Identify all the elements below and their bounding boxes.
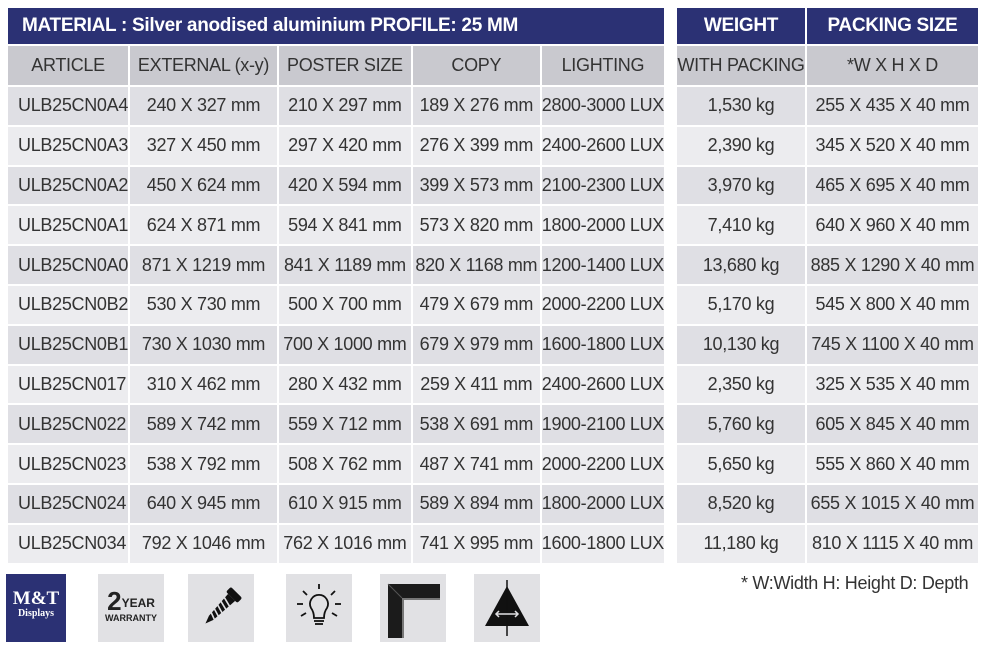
table-row bbox=[8, 364, 664, 404]
cell-poster-size: 559 X 712 mm bbox=[279, 403, 413, 443]
cell-lighting: 1600-1800 LUX bbox=[542, 523, 664, 563]
cell-packing-size: 885 X 1290 X 40 mm bbox=[807, 244, 978, 284]
cell-poster-size: 297 X 420 mm bbox=[279, 125, 413, 165]
cell-lighting: 2400-2600 LUX bbox=[542, 364, 664, 404]
cell-copy: 487 X 741 mm bbox=[413, 443, 542, 483]
cell-copy: 589 X 894 mm bbox=[413, 483, 542, 523]
table-row bbox=[8, 284, 664, 324]
table-row bbox=[677, 165, 978, 205]
warranty-icon: 2YEAR WARRANTY bbox=[98, 574, 164, 642]
cell-article: ULB25CN024 bbox=[8, 483, 130, 523]
cell-poster-size: 508 X 762 mm bbox=[279, 443, 413, 483]
cell-poster-size: 280 X 432 mm bbox=[279, 364, 413, 404]
cell-lighting: 2000-2200 LUX bbox=[542, 284, 664, 324]
cell-external: 310 X 462 mm bbox=[130, 364, 279, 404]
material-title: MATERIAL : Silver anodised aluminium PROFILE: 25 MM bbox=[8, 8, 664, 44]
table-row bbox=[8, 85, 664, 125]
table-row bbox=[677, 204, 978, 244]
cell-packing-size: 545 X 800 X 40 mm bbox=[807, 284, 978, 324]
cell-poster-size: 594 X 841 mm bbox=[279, 204, 413, 244]
table-row bbox=[677, 443, 978, 483]
cell-lighting: 1900-2100 LUX bbox=[542, 403, 664, 443]
cell-weight: 2,350 kg bbox=[677, 364, 807, 404]
cell-external: 538 X 792 mm bbox=[130, 443, 279, 483]
cell-external: 871 X 1219 mm bbox=[130, 244, 279, 284]
cell-copy: 479 X 679 mm bbox=[413, 284, 542, 324]
cell-packing-size: 745 X 1100 X 40 mm bbox=[807, 324, 978, 364]
cell-packing-size: 605 X 845 X 40 mm bbox=[807, 403, 978, 443]
cell-external: 640 X 945 mm bbox=[130, 483, 279, 523]
cell-copy: 820 X 1168 mm bbox=[413, 244, 542, 284]
col-lighting: LIGHTING bbox=[542, 44, 664, 85]
cell-packing-size: 255 X 435 X 40 mm bbox=[807, 85, 978, 125]
cell-lighting: 1200-1400 LUX bbox=[542, 244, 664, 284]
cell-poster-size: 210 X 297 mm bbox=[279, 85, 413, 125]
table-row bbox=[8, 244, 664, 284]
table-row bbox=[8, 204, 664, 244]
cell-external: 589 X 742 mm bbox=[130, 403, 279, 443]
cell-external: 792 X 1046 mm bbox=[130, 523, 279, 563]
cell-poster-size: 700 X 1000 mm bbox=[279, 324, 413, 364]
cell-lighting: 1800-2000 LUX bbox=[542, 483, 664, 523]
cell-article: ULB25CN0A1 bbox=[8, 204, 130, 244]
cell-copy: 399 X 573 mm bbox=[413, 165, 542, 205]
table-row bbox=[677, 364, 978, 404]
cell-external: 730 X 1030 mm bbox=[130, 324, 279, 364]
table-row bbox=[677, 284, 978, 324]
cell-weight: 10,130 kg bbox=[677, 324, 807, 364]
table-row bbox=[8, 165, 664, 205]
table-row bbox=[8, 324, 664, 364]
cell-packing-size: 655 X 1015 X 40 mm bbox=[807, 483, 978, 523]
cell-packing-size: 345 X 520 X 40 mm bbox=[807, 125, 978, 165]
lightbulb-icon bbox=[286, 574, 352, 642]
mt-displays-logo: M&T Displays bbox=[6, 574, 66, 642]
cell-lighting: 1600-1800 LUX bbox=[542, 324, 664, 364]
cell-weight: 13,680 kg bbox=[677, 244, 807, 284]
table-row bbox=[677, 483, 978, 523]
cell-article: ULB25CN0A4 bbox=[8, 85, 130, 125]
cell-article: ULB25CN023 bbox=[8, 443, 130, 483]
col-external: EXTERNAL (x-y) bbox=[130, 44, 279, 85]
table-row bbox=[8, 523, 664, 563]
poster-size-icon bbox=[474, 574, 540, 642]
cell-article: ULB25CN0B1 bbox=[8, 324, 130, 364]
cell-copy: 259 X 411 mm bbox=[413, 364, 542, 404]
cell-article: ULB25CN0A0 bbox=[8, 244, 130, 284]
cell-copy: 276 X 399 mm bbox=[413, 125, 542, 165]
cell-weight: 3,970 kg bbox=[677, 165, 807, 205]
cell-packing-size: 555 X 860 X 40 mm bbox=[807, 443, 978, 483]
cell-article: ULB25CN017 bbox=[8, 364, 130, 404]
table-row bbox=[677, 523, 978, 563]
cell-lighting: 2000-2200 LUX bbox=[542, 443, 664, 483]
cell-article: ULB25CN034 bbox=[8, 523, 130, 563]
cell-lighting: 2400-2600 LUX bbox=[542, 125, 664, 165]
cell-poster-size: 420 X 594 mm bbox=[279, 165, 413, 205]
cell-copy: 189 X 276 mm bbox=[413, 85, 542, 125]
cell-copy: 741 X 995 mm bbox=[413, 523, 542, 563]
cell-packing-size: 810 X 1115 X 40 mm bbox=[807, 523, 978, 563]
cell-weight: 7,410 kg bbox=[677, 204, 807, 244]
cell-weight: 1,530 kg bbox=[677, 85, 807, 125]
table-row bbox=[677, 85, 978, 125]
cell-copy: 573 X 820 mm bbox=[413, 204, 542, 244]
cell-external: 240 X 327 mm bbox=[130, 85, 279, 125]
table-row bbox=[677, 244, 978, 284]
cell-article: ULB25CN022 bbox=[8, 403, 130, 443]
table-row bbox=[8, 125, 664, 165]
screw-icon bbox=[188, 574, 254, 642]
cell-packing-size: 465 X 695 X 40 mm bbox=[807, 165, 978, 205]
cell-article: ULB25CN0B2 bbox=[8, 284, 130, 324]
cell-packing-size: 640 X 960 X 40 mm bbox=[807, 204, 978, 244]
cell-article: ULB25CN0A3 bbox=[8, 125, 130, 165]
table-row bbox=[677, 125, 978, 165]
cell-lighting: 2100-2300 LUX bbox=[542, 165, 664, 205]
cell-lighting: 1800-2000 LUX bbox=[542, 204, 664, 244]
col-article: ARTICLE bbox=[8, 44, 130, 85]
cell-poster-size: 762 X 1016 mm bbox=[279, 523, 413, 563]
cell-external: 450 X 624 mm bbox=[130, 165, 279, 205]
cell-poster-size: 610 X 915 mm bbox=[279, 483, 413, 523]
cell-weight: 8,520 kg bbox=[677, 483, 807, 523]
weight-title: WEIGHT bbox=[677, 8, 807, 44]
cell-lighting: 2800-3000 LUX bbox=[542, 85, 664, 125]
table-row bbox=[677, 403, 978, 443]
specs-table bbox=[8, 8, 664, 563]
col-copy: COPY bbox=[413, 44, 542, 85]
dimension-footnote: * W:Width H: Height D: Depth bbox=[741, 573, 969, 593]
packing-table bbox=[677, 8, 978, 563]
packing-size-title: PACKING SIZE bbox=[807, 8, 978, 44]
cell-article: ULB25CN0A2 bbox=[8, 165, 130, 205]
cell-weight: 5,170 kg bbox=[677, 284, 807, 324]
col-whd: *W X H X D bbox=[807, 44, 978, 85]
col-with-packing: WITH PACKING bbox=[677, 44, 807, 85]
cell-external: 530 X 730 mm bbox=[130, 284, 279, 324]
frame-profile-icon bbox=[380, 574, 446, 642]
table-row bbox=[677, 324, 978, 364]
cell-copy: 679 X 979 mm bbox=[413, 324, 542, 364]
cell-weight: 5,760 kg bbox=[677, 403, 807, 443]
cell-weight: 5,650 kg bbox=[677, 443, 807, 483]
cell-external: 624 X 871 mm bbox=[130, 204, 279, 244]
table-row bbox=[8, 443, 664, 483]
cell-weight: 2,390 kg bbox=[677, 125, 807, 165]
cell-poster-size: 841 X 1189 mm bbox=[279, 244, 413, 284]
cell-external: 327 X 450 mm bbox=[130, 125, 279, 165]
table-row bbox=[8, 403, 664, 443]
cell-poster-size: 500 X 700 mm bbox=[279, 284, 413, 324]
cell-packing-size: 325 X 535 X 40 mm bbox=[807, 364, 978, 404]
cell-weight: 11,180 kg bbox=[677, 523, 807, 563]
cell-copy: 538 X 691 mm bbox=[413, 403, 542, 443]
col-poster-size: POSTER SIZE bbox=[279, 44, 413, 85]
table-row bbox=[8, 483, 664, 523]
